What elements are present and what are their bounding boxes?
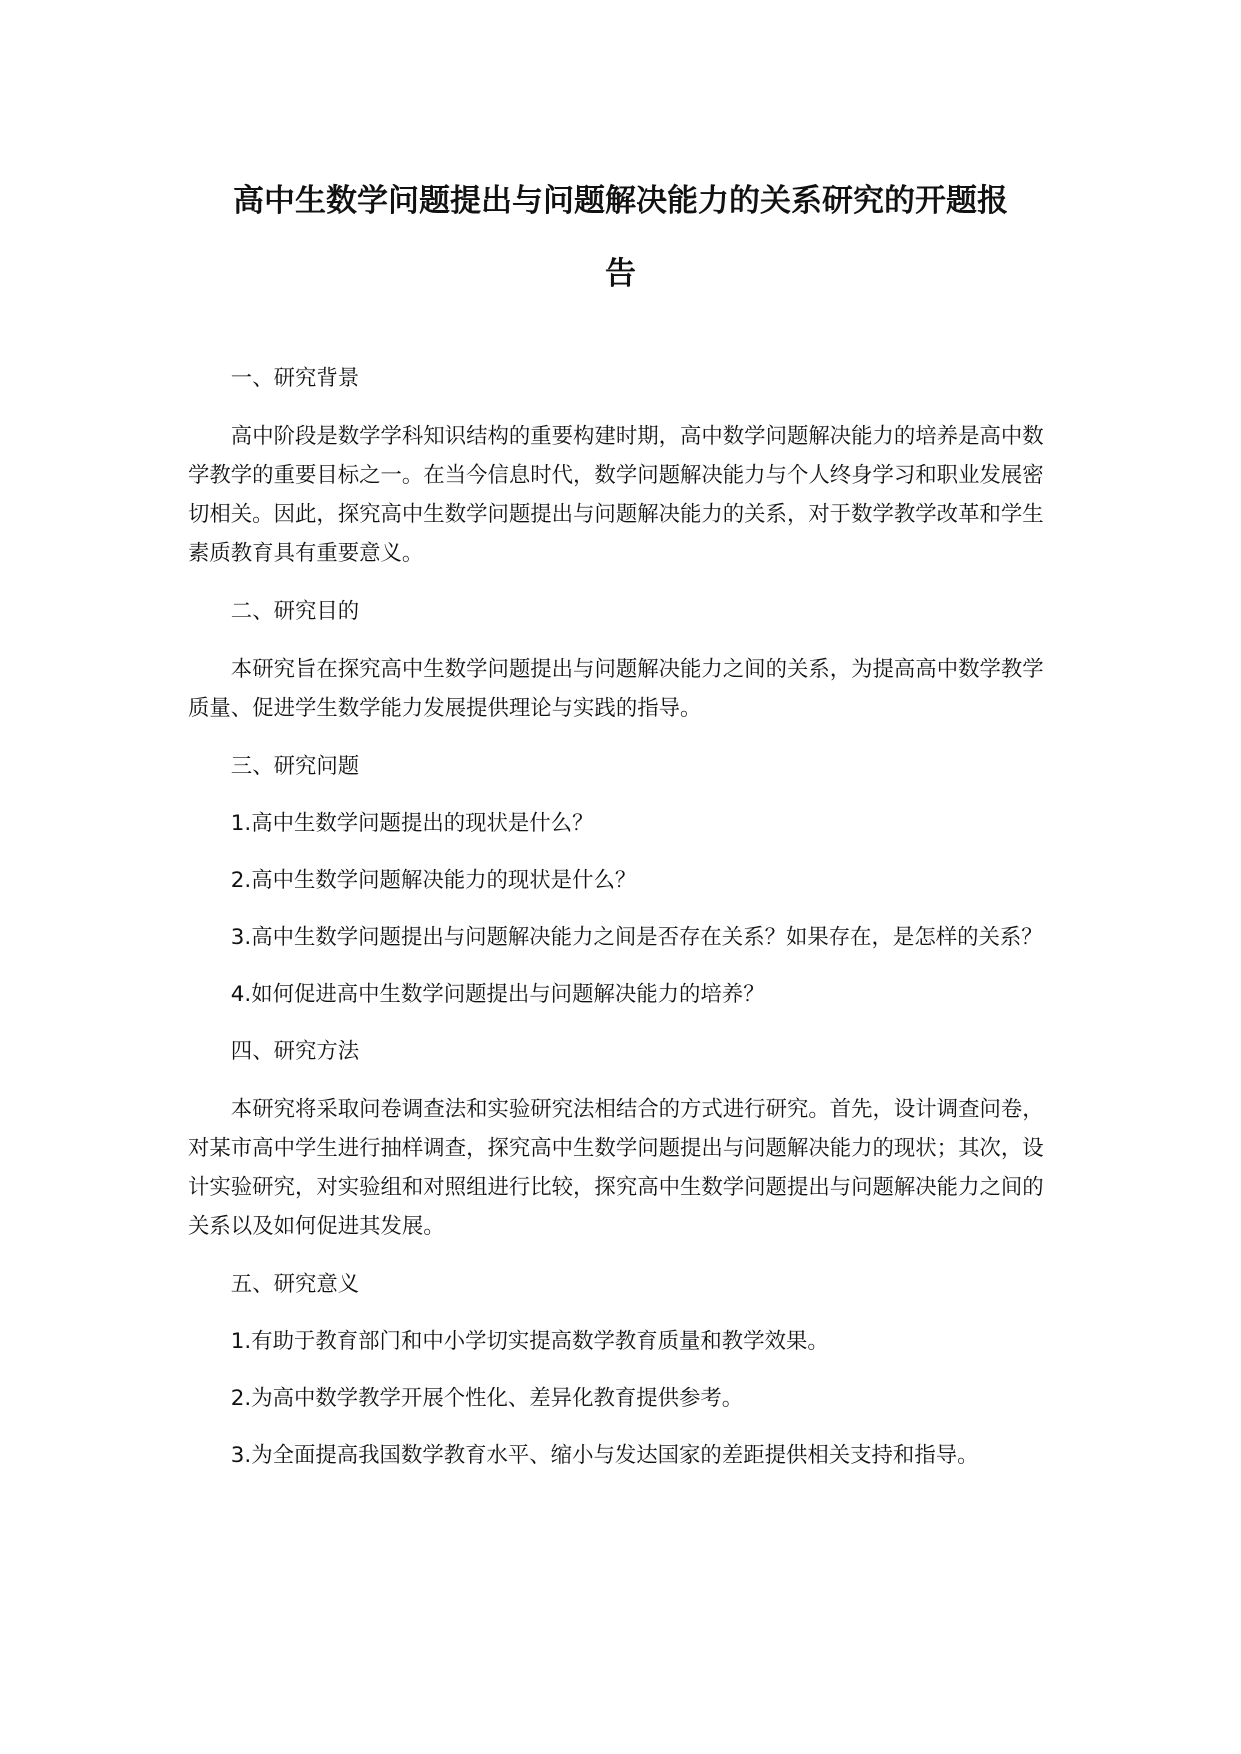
list-item-question-4: 4.如何促进高中生数学问题提出与问题解决能力的培养？ (230, 982, 765, 1007)
list-item-significance-3: 3.为全面提高我国数学教育水平、缩小与发达国家的差距提供相关支持和指导。 (230, 1443, 979, 1468)
section-heading-methods: 四、研究方法 (230, 1039, 360, 1064)
section-heading-significance: 五、研究意义 (230, 1272, 360, 1297)
list-item-significance-1: 1.有助于教育部门和中小学切实提高数学教育质量和教学效果。 (230, 1329, 829, 1354)
section-heading-questions: 三、研究问题 (230, 754, 360, 779)
document-title-line-1: 高中生数学问题提出与问题解决能力的关系研究的开题报 (233, 183, 1008, 219)
document-body (188, 359, 1053, 1475)
list-item-question-2: 2.高中生数学问题解决能力的现状是什么？ (230, 868, 637, 893)
section-heading-background: 一、研究背景 (230, 366, 360, 391)
list-item-question-3: 3.高中生数学问题提出与问题解决能力之间是否存在关系？如果存在，是怎样的关系？ (230, 925, 1043, 950)
paragraph-background: 高中阶段是数学学科知识结构的重要构建时期，高中数学问题解决能力的培养是高中数学教学的重要目标之一。在当今信息时代，数学问题解决能力与个人终身学习和职业发展密切相关。因此，探究高中生数学问题提出与问题解决能力的关系，对于数学教学改革和学生素质教育具有重要意义。 (188, 424, 1044, 566)
list-item-significance-2: 2.为高中数学教学开展个性化、差异化教育提供参考。 (230, 1386, 744, 1411)
section-heading-purpose: 二、研究目的 (230, 599, 360, 624)
paragraph-methods: 本研究将采取问卷调查法和实验研究法相结合的方式进行研究。首先，设计调查问卷，对某市高中学生进行抽样调查，探究高中生数学问题提出与问题解决能力的现状；其次，设计实验研究，对实验组和对照组进行比较，探究高中生数学问题提出与问题解决能力之间的关系以及如何促进其发展。 (188, 1097, 1044, 1239)
document-title-line-2: 告 (605, 256, 636, 292)
list-item-question-1: 1.高中生数学问题提出的现状是什么？ (230, 811, 594, 836)
paragraph-purpose: 本研究旨在探究高中生数学问题提出与问题解决能力之间的关系，为提高高中数学教学质量、促进学生数学能力发展提供理论与实践的指导。 (188, 657, 1044, 721)
